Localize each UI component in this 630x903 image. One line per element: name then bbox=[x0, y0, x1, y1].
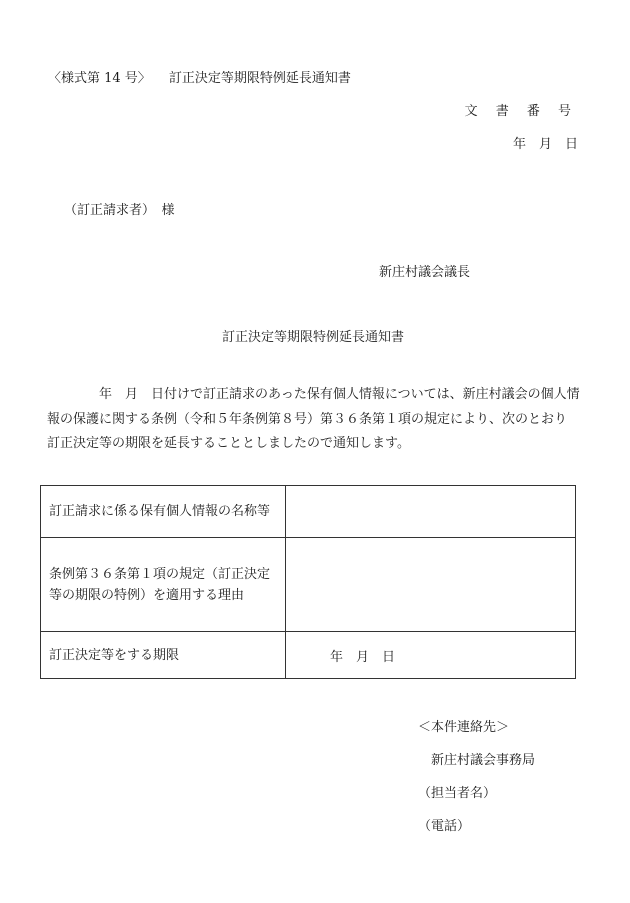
details-table bbox=[40, 485, 576, 679]
contact-person: （担当者名） bbox=[418, 786, 497, 801]
table-label-cell: 条例第３６条第１項の規定（訂正決定等の期限の特例）を適用する理由 bbox=[41, 538, 286, 632]
table-row bbox=[41, 486, 576, 538]
contact-office: 新庄村議会事務局 bbox=[431, 753, 536, 768]
document-number: 文 書 番 号 bbox=[464, 104, 578, 119]
deadline-date-cell: 年 月 日 bbox=[286, 632, 576, 679]
contact-heading: ＜本件連絡先＞ bbox=[418, 720, 510, 735]
document-date: 年 月 日 bbox=[512, 137, 578, 152]
body-line-3: 訂正決定等の期限を延長することとしましたので通知します。 bbox=[47, 436, 410, 451]
form-title: 訂正決定等期限特例延長通知書 bbox=[168, 71, 351, 86]
addressee: （訂正請求者） 様 bbox=[64, 203, 175, 218]
sender: 新庄村議会議長 bbox=[379, 265, 471, 280]
body-line-1: 年 月 日付けで訂正請求のあった保有個人情報については、新庄村議会の個人情 bbox=[47, 387, 580, 402]
table-row bbox=[41, 538, 576, 632]
table-row bbox=[41, 632, 576, 679]
table-label-cell: 訂正請求に係る保有個人情報の名称等 bbox=[41, 486, 286, 538]
body-line-2: 報の保護に関する条例（令和５年条例第８号）第３６条第１項の規定により、次のとおり bbox=[47, 411, 568, 427]
form-number: 〈様式第 14 号〉 bbox=[48, 71, 151, 86]
page-title: 訂正決定等期限特例延長通知書 bbox=[222, 330, 405, 345]
notice-body bbox=[47, 383, 583, 457]
table-value-cell bbox=[286, 486, 576, 538]
form-number-line bbox=[48, 72, 351, 85]
table-label-cell: 訂正決定等をする期限 bbox=[41, 632, 286, 679]
table-value-cell bbox=[286, 538, 576, 632]
contact-phone: （電話） bbox=[418, 819, 471, 834]
